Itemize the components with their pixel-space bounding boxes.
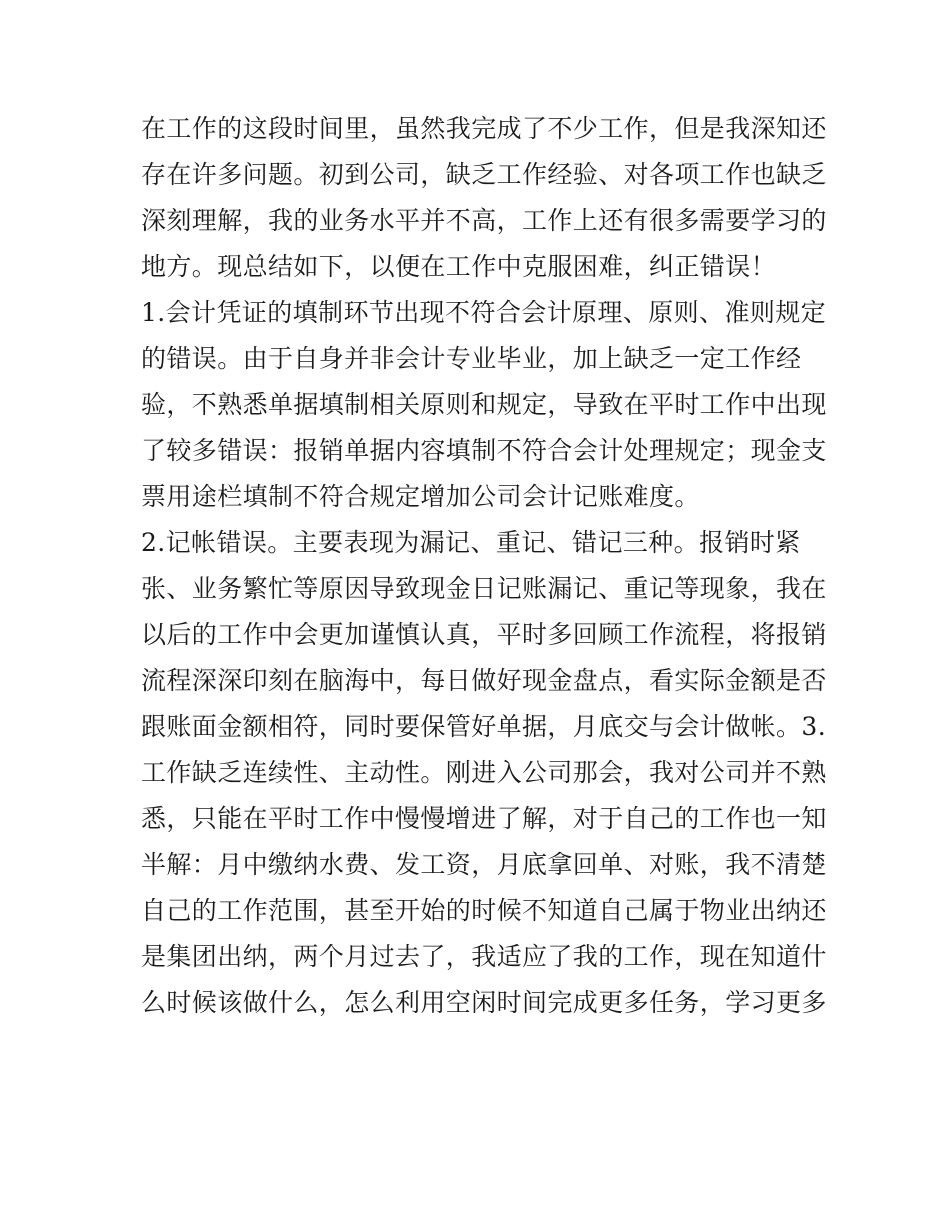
body-text bbox=[141, 106, 827, 1026]
text-line: 验，不熟悉单据填制相关原则和规定，导致在平时工作中出现 bbox=[141, 390, 827, 419]
text-line: 深刻理解，我的业务水平并不高，工作上还有很多需要学习的 bbox=[141, 206, 827, 235]
text-line: 了较多错误：报销单据内容填制不符合会计处理规定；现金支 bbox=[141, 436, 827, 465]
text-line: 的错误。由于自身并非会计专业毕业，加上缺乏一定工作经 bbox=[141, 344, 802, 373]
text-line: 存在许多问题。初到公司，缺乏工作经验、对各项工作也缺乏 bbox=[141, 160, 827, 189]
text-line: 悉，只能在平时工作中慢慢增进了解，对于自己的工作也一知 bbox=[141, 804, 827, 833]
text-line: 是集团出纳，两个月过去了，我适应了我的工作，现在知道什 bbox=[141, 942, 827, 971]
text-line: 工作缺乏连续性、主动性。刚进入公司那会，我对公司并不熟 bbox=[141, 758, 827, 787]
text-line: 么时候该做什么，怎么利用空闲时间完成更多任务，学习更多 bbox=[141, 988, 827, 1017]
text-line: 流程深深印刻在脑海中，每日做好现金盘点，看实际金额是否 bbox=[141, 666, 827, 695]
text-line: 半解：月中缴纳水费、发工资，月底拿回单、对账，我不清楚 bbox=[141, 850, 827, 879]
text-line: 票用途栏填制不符合规定增加公司会计记账难度。 bbox=[141, 482, 700, 511]
text-line: 在工作的这段时间里，虽然我完成了不少工作，但是我深知还 bbox=[141, 114, 827, 143]
text-line: 跟账面金额相符，同时要保管好单据，月底交与会计做帐。3. bbox=[141, 712, 827, 741]
text-line: 2.记帐错误。主要表现为漏记、重记、错记三种。报销时紧 bbox=[141, 528, 801, 557]
text-line: 地方。现总结如下，以便在工作中克服困难，纠正错误！ bbox=[141, 252, 777, 281]
text-line: 1.会计凭证的填制环节出现不符合会计原理、原则、准则规定 bbox=[141, 298, 827, 327]
text-line: 以后的工作中会更加谨慎认真，平时多回顾工作流程，将报销 bbox=[141, 620, 827, 649]
text-line: 张、业务繁忙等原因导致现金日记账漏记、重记等现象，我在 bbox=[141, 574, 827, 603]
text-line: 自己的工作范围，甚至开始的时候不知道自己属于物业出纳还 bbox=[141, 896, 827, 925]
